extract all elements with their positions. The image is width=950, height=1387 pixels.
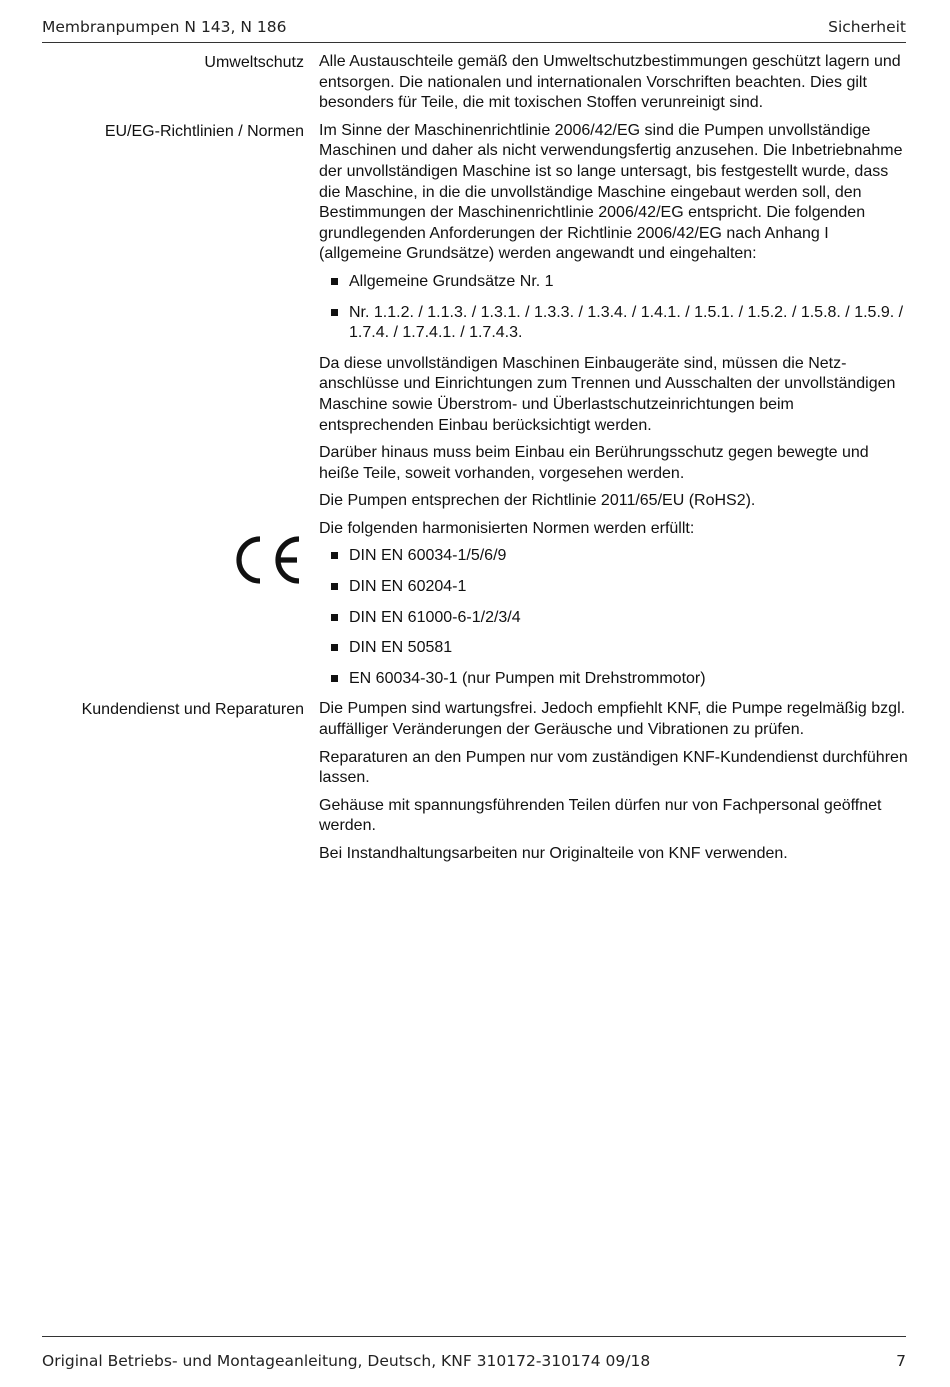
list-item: Allgemeine Grundsätze Nr. 1 [319,272,909,293]
paragraph: Alle Austauschteile gemäß den Umweltschutzbestimmungen geschützt lagern und entsorgen. Die nationalen und internationalen Vorschriften beachten. Dies gilt besonders für Teile, die mit toxischen Stoffen verunreinigt sind. [319,53,901,112]
paragraph: Da diese unvollständigen Maschinen Einbaugeräte sind, müssen die Netzanschlüsse und Einrichtungen zum Trennen und Ausschalten der unvollständigen Maschine sowie Überstrom- und Überlastschutzeinrichtungen beim entsprechenden Einbau berücksichtigt werden. [319,354,896,434]
section-kundendienst [0,699,950,864]
paragraph: Bei Instandhaltungsarbeiten nur Originalteile von KNF verwenden. [319,845,788,862]
page-number: 7 [896,1352,906,1370]
paragraph: Gehäuse mit spannungsführenden Teilen dürfen nur von Fachpersonal geöffnet werden. [319,796,882,835]
side-heading-kundendienst: Kundendienst und Reparaturen [81,701,304,719]
list-item: Nr. 1.1.2. / 1.1.3. / 1.3.1. / 1.3.3. / 1.3.4. / 1.4.1. / 1.5.1. / 1.5.2. / 1.5.8. / 1.5.9. / 1.7.4. / 1.7.4.1. / 1.7.4.3. [319,303,909,344]
paragraph: Reparaturen an den Pumpen nur vom zuständigen KNF-Kundendienst durchführen lassen. [319,748,908,787]
document-title: Membranpumpen N 143, N 186 [42,18,287,36]
list-item: DIN EN 60204-1 [319,577,909,598]
paragraph: Im Sinne der Maschinenrichtlinie 2006/42/EG sind die Pumpen unvollständige Maschinen und daher als nicht verwendungsfertig anzusehen. Die Inbetriebnahme der unvollständigen Maschine ist so lange untersagt, bis festgestellt wurde, dass die Maschine, in die die unvollständige Maschine eingebaut werden soll, den Bestimmungen der Maschinenrichtlinie 2006/42/EG entspricht. Die folgenden grundlegenden Anforderungen der Richtlinie 2006/42/EG nach Anhang I (allgemeine Grundsätze) werden angewandt und eingehalten: [319,121,903,263]
paragraph: Darüber hinaus muss beim Einbau ein Berührungsschutz gegen bewegte und heiße Teile, soweit vorhanden, vorgesehen werden. [319,444,869,482]
section-umweltschutz [0,52,950,114]
list-item: DIN EN 60034-1/5/6/9 [319,546,909,567]
requirements-list [319,272,909,344]
standards-list [319,546,909,689]
list-item: DIN EN 61000-6-1/2/3/4 [319,608,909,629]
paragraph: Die Pumpen entsprechen der Richtlinie 2011/65/EU (RoHS2). [319,492,756,510]
chapter-title: Sicherheit [828,18,906,36]
footer-text: Original Betriebs- und Montageanleitung, Deutsch, KNF 310172-310174 09/18 [42,1352,651,1370]
side-heading-umweltschutz: Umweltschutz [204,54,304,71]
section-eu-richtlinien [0,121,950,690]
paragraph: Die folgenden harmonisierten Normen werden erfüllt: [319,519,695,537]
page-content [0,52,950,872]
page-footer [42,1336,906,1377]
paragraph: Die Pumpen sind wartungsfrei. Jedoch empfiehlt KNF, die Pumpe regelmäßig bzgl. auffälliger Veränderungen der Geräusche und Vibrationen zu prüfen. [319,700,906,739]
list-item: EN 60034-30-1 (nur Pumpen mit Drehstrommotor) [319,669,909,690]
page-header [42,16,906,43]
side-heading-eu-richtlinien: EU/EG-Richtlinien / Normen [104,122,304,140]
list-item: DIN EN 50581 [319,638,909,659]
